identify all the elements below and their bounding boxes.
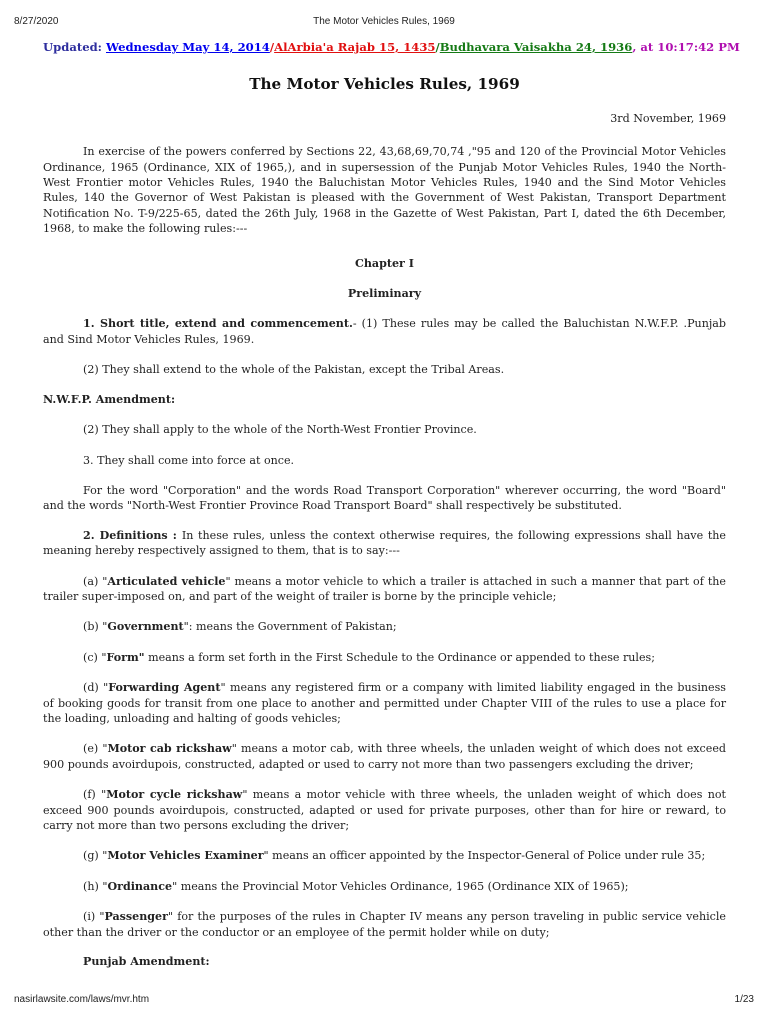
definition-text: " means any registered firm or a company with limited liability engaged in the business of booking goods for transit from one place to another and permitted under Chapter VIII of the rules to use a place for the loading, unloading and halting of goods vehicles; bbox=[43, 681, 726, 725]
definition-text: means a form set forth in the First Schedule to the Ordinance or appended to these rules; bbox=[144, 650, 655, 664]
updated-label: Updated: bbox=[43, 40, 106, 54]
definition-item bbox=[43, 619, 726, 634]
rule-1 bbox=[43, 316, 726, 347]
definition-term: Motor Vehicles Examiner bbox=[107, 849, 264, 863]
definition-text: " means a motor vehicle to which a trailer is attached in such a manner that part of the trailer super-imposed on, and part of the weight of trailer is borne by the principle vehicle; bbox=[43, 574, 726, 603]
definition-term: Articulated vehicle bbox=[107, 574, 226, 588]
definitions-list bbox=[43, 574, 726, 941]
definition-item bbox=[43, 879, 726, 894]
separator: / bbox=[435, 40, 440, 54]
definition-text: " means an officer appointed by the Inspector-General of Police under rule 35; bbox=[263, 849, 706, 863]
rule-2-heading: 2. Definitions : bbox=[83, 528, 182, 542]
updated-time: , at 10:17:42 PM bbox=[632, 40, 740, 54]
definition-term: Motor cab rickshaw bbox=[107, 742, 232, 756]
definition-prefix: (b) " bbox=[83, 620, 108, 634]
gregorian-date-link[interactable]: Wednesday May 14, 2014 bbox=[106, 40, 270, 54]
definition-prefix: (a) " bbox=[83, 574, 108, 588]
print-page-number: 1/23 bbox=[734, 994, 754, 1005]
updated-line bbox=[43, 40, 740, 55]
hijri-date-link[interactable]: AlArbia'a Rajab 15, 1435 bbox=[274, 40, 436, 54]
definition-term: Motor cycle rickshaw bbox=[106, 788, 243, 802]
definition-item bbox=[43, 574, 726, 605]
definition-term: Form" bbox=[106, 650, 145, 664]
rule-1-text: - (1) These rules may be called the Baluchistan N.W.F.P. .Punjab and Sind Motor Vehicles Rules, 1969. bbox=[43, 317, 726, 346]
print-footer bbox=[14, 994, 754, 1008]
definition-item bbox=[43, 848, 726, 863]
definition-term: Ordinance bbox=[107, 879, 173, 893]
chapter-heading: Chapter I bbox=[355, 256, 414, 270]
definition-prefix: (i) " bbox=[83, 910, 105, 924]
rule-1-heading: 1. Short title, extend and commencement. bbox=[83, 317, 353, 331]
print-date: 8/27/2020 bbox=[14, 16, 59, 27]
chapter-title: Preliminary bbox=[347, 287, 422, 301]
definition-text: " means the Provincial Motor Vehicles Ordinance, 1965 (Ordinance XIX of 1965); bbox=[172, 879, 629, 893]
definition-text: " means a motor cab, with three wheels, the unladen weight of which does not exceed 900 pounds avoirdupois, constructed, adapted or used to carry not more than two passengers excluding the driver; bbox=[43, 742, 726, 771]
nwfp-subsection-2: (2) They shall apply to the whole of the North-West Frontier Province. bbox=[83, 423, 477, 437]
document-title: The Motor Vehicles Rules, 1969 bbox=[249, 75, 520, 94]
definition-text: ": means the Government of Pakistan; bbox=[183, 620, 397, 634]
definition-item bbox=[43, 909, 726, 940]
definition-term: Forwarding Agent bbox=[108, 681, 221, 695]
hindu-date-link[interactable]: Budhavara Vaisakha 24, 1936 bbox=[439, 40, 633, 54]
definition-prefix: (d) " bbox=[83, 681, 109, 695]
punjab-amendment-heading: Punjab Amendment: bbox=[83, 955, 210, 969]
rule-2-text: In these rules, unless the context otherwise requires, the following expressions shall have the meaning hereby respectively assigned to them, that is to say:--- bbox=[43, 528, 726, 558]
print-title: The Motor Vehicles Rules, 1969 bbox=[313, 16, 455, 27]
definition-prefix: (e) " bbox=[83, 742, 108, 756]
nwfp-subsection-3: 3. They shall come into force at once. bbox=[83, 453, 295, 467]
document-date: 3rd November, 1969 bbox=[610, 111, 726, 125]
definition-term: Government bbox=[107, 620, 184, 634]
definition-prefix: (g) " bbox=[83, 849, 108, 863]
rule-2 bbox=[43, 528, 726, 559]
definition-prefix: (h) " bbox=[83, 879, 108, 893]
print-url: nasirlawsite.com/laws/mvr.htm bbox=[14, 994, 150, 1005]
nwfp-amendment-heading: N.W.F.P. Amendment: bbox=[43, 392, 176, 406]
print-header bbox=[14, 16, 754, 30]
definition-item bbox=[43, 680, 726, 726]
definition-term: Passenger bbox=[104, 910, 168, 924]
definition-item bbox=[43, 650, 726, 665]
corporation-note: For the word "Corporation" and the words Road Transport Corporation" wherever occurring, the word "Board" and the words "North-West Frontier Province Road Transport Board" shall respectively be substituted. bbox=[43, 483, 726, 513]
definition-text: " means a motor vehicle with three wheels, the unladen weight of which does not exceed 900 pounds avoirdupois, constructed, adapted or used for private purposes, other than for hire or reward, to carry not more than two persons excluding the driver; bbox=[43, 788, 726, 832]
definition-item bbox=[43, 787, 726, 833]
preamble: In exercise of the powers conferred by Sections 22, 43,68,69,70,74 ,"95 and 120 of the Provincial Motor Vehicles Ordinance, 1965 (Ordinance, XIX of 1965,), and in supersession of the Punjab Motor Vehicles Rules, 1940 the North-West Frontier motor Vehicles Rules, 1940 the Baluchistan Motor Vehicles Rules, 1940 and the Sind Motor Vehicles Rules, 140 the Governor of West Pakistan is pleased with the Government of West Pakistan, Transport Department Notification No. T-9/225-65, dated the 26th July, 1968 in the Gazette of West Pakistan, Part I, dated the 6th December, 1968, to make the following rules:--- bbox=[43, 145, 726, 236]
rule-1-subsection: (2) They shall extend to the whole of the Pakistan, except the Tribal Areas. bbox=[83, 363, 505, 377]
definition-prefix: (f) " bbox=[83, 788, 107, 802]
definition-prefix: (c) " bbox=[83, 650, 107, 664]
document-body bbox=[43, 40, 740, 969]
definition-text: " for the purposes of the rules in Chapter IV means any person traveling in public service vehicle other than the driver or the conductor or an employee of the permit holder while on duty; bbox=[43, 910, 726, 939]
definition-item bbox=[43, 741, 726, 772]
separator: / bbox=[269, 40, 275, 54]
